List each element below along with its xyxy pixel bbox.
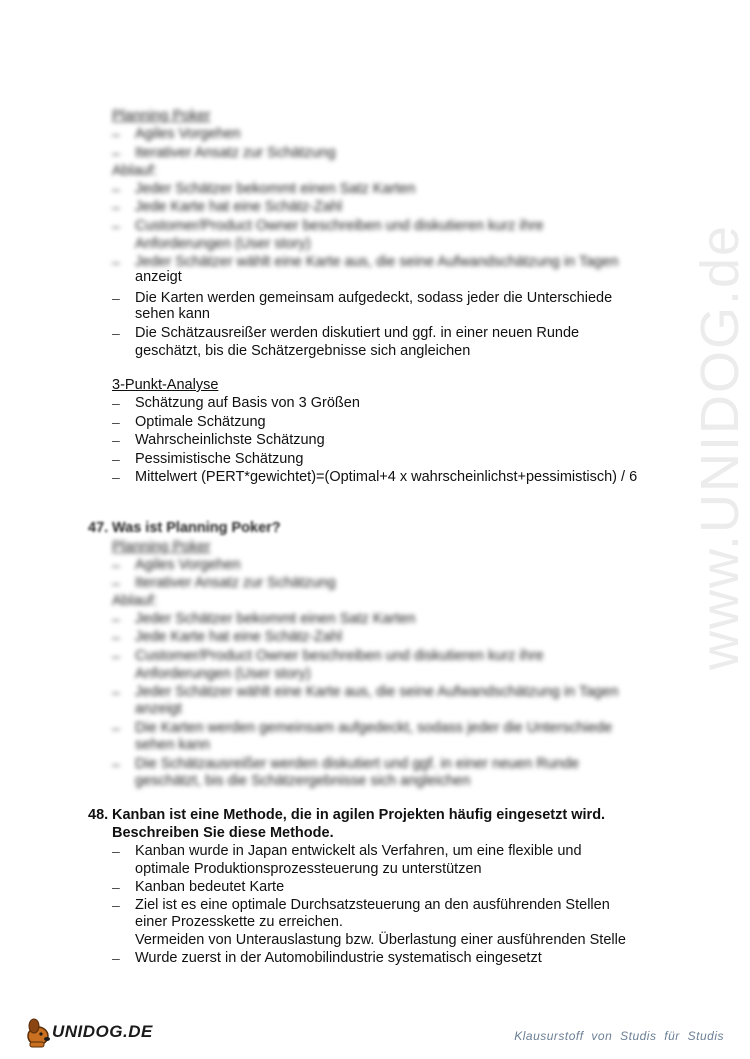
question-title: Was ist Planning Poker? bbox=[112, 520, 281, 536]
list-item-cont: Vermeiden von Unterauslastung bzw. Überlastung einer ausführenden Stelle bbox=[135, 932, 626, 948]
blurred-line: Die Schätzausreißer werden diskutiert und ggf. in einer neuen Runde bbox=[135, 756, 580, 772]
question-number: 48. bbox=[88, 807, 109, 823]
list-item: Wurde zuerst in der Automobilindustrie systematisch eingesetzt bbox=[135, 950, 542, 966]
list-item: Die Schätzausreißer werden diskutiert und ggf. in einer neuen Runde bbox=[135, 325, 580, 341]
list-item: Pessimistische Schätzung bbox=[135, 451, 304, 467]
list-item-cont: geschätzt, bis die Schätzergebnisse sich angleichen bbox=[135, 343, 471, 359]
blurred-line: Anforderungen (User story) bbox=[135, 666, 311, 682]
blurred-line: Agiles Vorgehen bbox=[135, 557, 241, 573]
blurred-line: Die Karten werden gemeinsam aufgedeckt, sodass jeder die Unterschiede bbox=[135, 720, 613, 736]
blurred-line: Jeder Schätzer bekommt einen Satz Karten bbox=[135, 611, 416, 627]
blurred-line: Jede Karte hat eine Schätz-Zahl bbox=[135, 199, 343, 215]
blurred-line: sehen kann bbox=[135, 737, 210, 753]
question-title: Kanban ist eine Methode, die in agilen Projekten häufig eingesetzt wird. bbox=[112, 807, 606, 823]
blurred-line: Agiles Vorgehen bbox=[135, 126, 241, 142]
list-item: Optimale Schätzung bbox=[135, 414, 266, 430]
blurred-line: geschätzt, bis die Schätzergebnisse sich angleichen bbox=[135, 773, 471, 789]
list-item-cont: sehen kann bbox=[135, 306, 210, 322]
blurred-heading: Planning Poker bbox=[112, 539, 211, 555]
blurred-line: Customer/Product Owner beschreiben und diskutieren kurz ihre bbox=[135, 218, 544, 234]
section-heading: 3-Punkt-Analyse bbox=[112, 377, 219, 393]
list-item: Kanban bedeutet Karte bbox=[135, 879, 285, 895]
text-line: anzeigt bbox=[135, 269, 182, 285]
list-item: Ziel ist es eine optimale Durchsatzsteuerung an den ausführenden Stellen bbox=[135, 897, 610, 913]
blurred-heading: Planning Poker bbox=[112, 108, 211, 124]
logo-text: UNIDOG.DE bbox=[52, 1022, 153, 1041]
blurred-line: Jeder Schätzer wählt eine Karte aus, die seine Aufwandschätzung in Tagen bbox=[135, 254, 619, 270]
blurred-line: Iterativer Ansatz zur Schätzung bbox=[135, 145, 336, 161]
document-page: www.UNIDOG.de Planning Poker – Agiles Vorgehen – Iterativer Ansatz zur Schätzung Ablauf: – Jeder Schätzer bekommt einen Satz Karten – Jede Karte hat eine Schätz-Zahl – Customer/Product Owner beschreiben und diskutieren kurz ihre Anforderungen (User story) – Jeder Schätzer wählt eine Karte aus, die seine Aufwandschätzung in Tagen anzeigt – Die Karten werden gemeinsam aufgedeckt, sodass jeder die Unterschiede sehen kann – Die Schätzausreißer werden diskutiert und ggf. in einer neuen Runde geschätzt, bis die Schätzergebnisse sich angleichen 3-Punkt-Analyse – Schätzung auf Basis von 3 Größen – Optimale Schätzung – Wahrscheinlichste Schätzung – Pessimistische Schätzung – Mittelwert (PERT*gewichtet)=(Optimal+4 x wahrscheinlichst+pessimistisch) / 6 47. Was ist Planning Poker? Planning Poker – Agiles Vorgehen – Iterativer Ansatz zur Schätzung Ablauf: – Jeder Schätzer bekommt einen Satz Karten – Jede Karte hat eine Schätz-Zahl – Customer/Product Owner beschreiben und diskutieren kurz ihre Anforderungen (User story) – Jeder Schätzer wählt eine Karte aus, die seine Aufwandschätzung in Tagen anzeigt – Die Karten werden gemeinsam aufgedeckt, sodass jeder die Unterschiede sehen kann – Die Schätzausreißer werden diskutiert und ggf. in einer neuen Runde geschätzt, bis die Schätzergebnisse sich angleichen 48. Kanban ist eine Methode, die in agilen Projekten häufig eingesetzt wird. Beschreiben Sie diese Methode. – Kanban wurde in Japan entwickelt als Verfahren, um eine flexible und optimale Produktionsprozessteuerung zu unterstützen – Kanban bedeutet Karte – Ziel ist es eine optimale Durchsatzsteuerung an den ausführenden Stellen einer Prozesskette zu erreichen. Vermeiden von Unterauslastung bzw. Überlastung einer ausführenden Stelle – Wurde zuerst in der Automobilindustrie systematisch eingesetzt UNIDOG.DE Klausurstoff von Studis für Studis bbox=[0, 0, 750, 1059]
list-item-cont: einer Prozesskette zu erreichen. bbox=[135, 914, 343, 930]
blurred-line: Ablauf: bbox=[112, 593, 158, 609]
list-item: Die Karten werden gemeinsam aufgedeckt, sodass jeder die Unterschiede bbox=[135, 290, 613, 306]
blurred-line: Customer/Product Owner beschreiben und diskutieren kurz ihre bbox=[135, 648, 544, 664]
blurred-line: Anforderungen (User story) bbox=[135, 236, 311, 252]
dog-icon bbox=[28, 1019, 50, 1047]
blurred-line: Iterativer Ansatz zur Schätzung bbox=[135, 575, 336, 591]
footer-tagline: Klausurstoff von Studis für Studis bbox=[514, 1029, 724, 1043]
watermark: www.UNIDOG.de bbox=[690, 223, 750, 670]
list-item: Wahrscheinlichste Schätzung bbox=[135, 432, 325, 448]
question-number: 47. bbox=[88, 520, 109, 536]
list-item-cont: optimale Produktionsprozessteuerung zu unterstützen bbox=[135, 861, 482, 877]
question-title-cont: Beschreiben Sie diese Methode. bbox=[112, 825, 334, 841]
blurred-line: Ablauf: bbox=[112, 163, 158, 179]
blurred-line: Jeder Schätzer wählt eine Karte aus, die seine Aufwandschätzung in Tagen bbox=[135, 684, 619, 700]
blurred-line: Jede Karte hat eine Schätz-Zahl bbox=[135, 629, 343, 645]
blurred-line: Jeder Schätzer bekommt einen Satz Karten bbox=[135, 181, 416, 197]
list-item: Kanban wurde in Japan entwickelt als Verfahren, um eine flexible und bbox=[135, 843, 582, 859]
list-item: Mittelwert (PERT*gewichtet)=(Optimal+4 x wahrscheinlichst+pessimistisch) / 6 bbox=[135, 469, 638, 485]
blurred-line: anzeigt bbox=[135, 701, 182, 717]
list-item: Schätzung auf Basis von 3 Größen bbox=[135, 395, 360, 411]
